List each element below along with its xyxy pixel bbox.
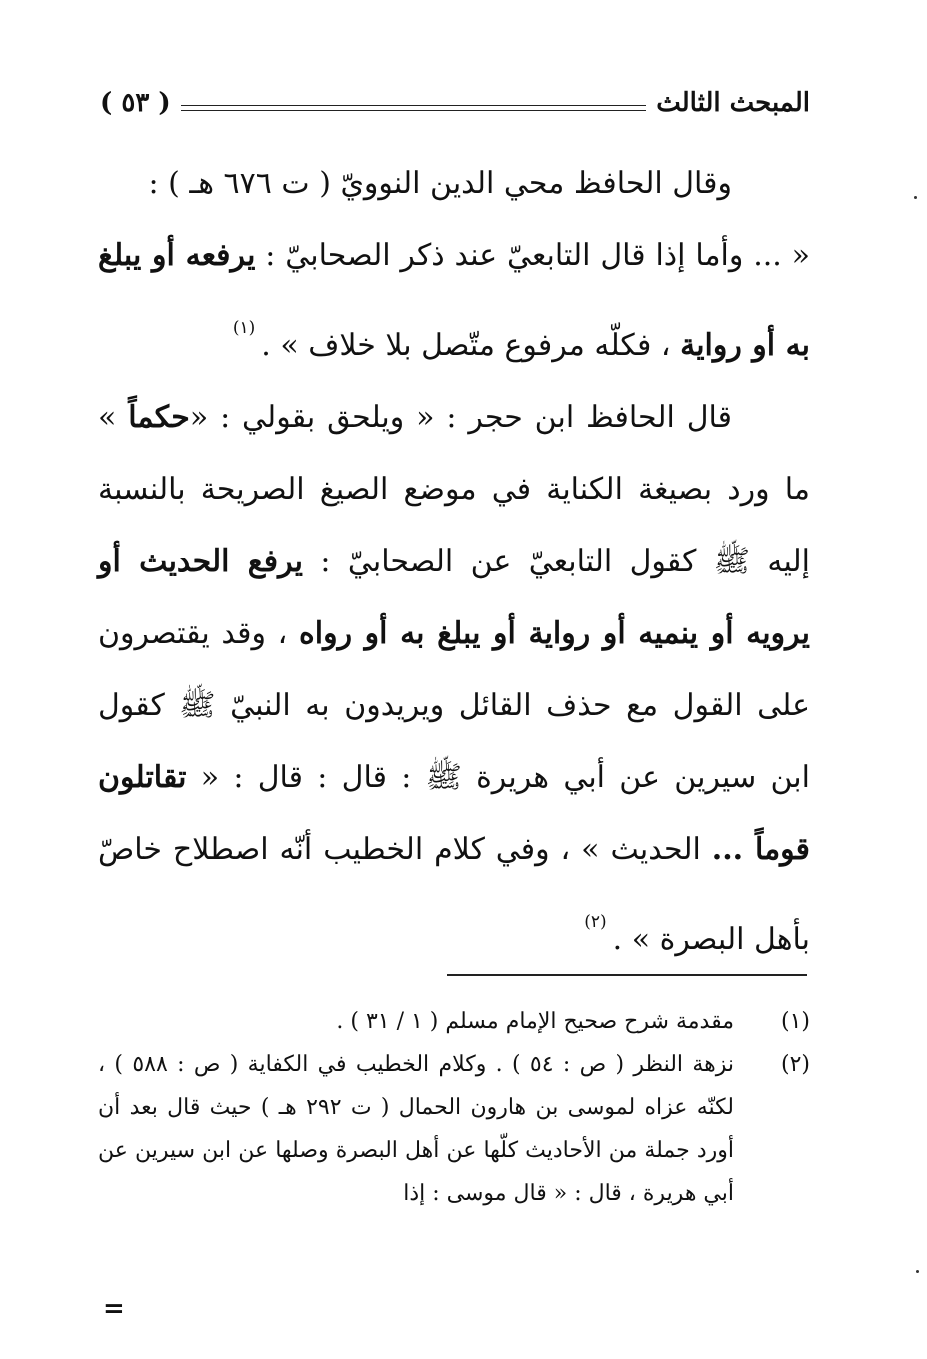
paragraph-text: » ما ورد بصيغة الكناية في موضع الصيغ الصريحة بالنسبة إليه ﷺ كقول التابعيّ عن الصحابيّ :	[98, 400, 810, 579]
running-header	[100, 78, 810, 128]
paragraph-nawawi-intro	[98, 148, 810, 220]
footnote-ref-1[interactable]: (١)	[232, 318, 256, 338]
paragraph-text: وقال الحافظ محي الدين النوويّ ( ت ٦٧٦ هـ ) :	[148, 166, 732, 201]
bold-phrase: يرفع الحديث أو يرويه أو ينميه أو رواية أو يبلغ به أو رواه	[98, 544, 811, 651]
page-number: ( ٥٣ )	[100, 88, 171, 118]
footnote-number: (٢)	[780, 1052, 810, 1077]
bold-phrase: حكماً	[128, 400, 190, 435]
paragraph-text: قال الحافظ ابن حجر : « ويلحق بقولي : «	[189, 400, 732, 435]
chapter-title: المبحث الثالث	[656, 88, 810, 118]
scan-speck	[914, 196, 917, 199]
footnote-1	[98, 1000, 810, 1043]
quote-text: ، فكلّه مرفوع متّصل بلا خلاف » .	[261, 328, 681, 363]
quote-text: « ... وأما إذا قال التابعيّ عند ذكر الصحابيّ :	[255, 238, 811, 273]
footnotes	[98, 1000, 810, 1215]
continuation-mark: =	[103, 1294, 125, 1324]
footnote-separator	[447, 974, 807, 976]
footnote-2	[98, 1043, 810, 1215]
paragraph-text: الحديث » ، وفي كلام الخطيب أنّه اصطلاح خاصّ بأهل البصرة » .	[98, 832, 810, 957]
header-rule	[181, 105, 647, 111]
bold-phrase: يرفعه أو يبلغ به أو رواية	[98, 238, 810, 363]
bold-phrase: تقاتلون قوماً ...	[98, 760, 811, 867]
main-text	[98, 148, 810, 976]
paragraph-text: ، وقد يقتصرون على القول مع حذف القائل ويريدون به النبيّ ﷺ كقول ابن سيرين عن أبي هريرة ﷺ : قال : قال : «	[98, 616, 810, 795]
footnote-ref-2[interactable]: (٢)	[584, 912, 607, 932]
paragraph-nawawi-quote	[98, 220, 810, 382]
scan-speck	[916, 1270, 919, 1273]
footnote-text: نزهة النظر ( ص : ٥٤ ) . وكلام الخطيب في الكفاية ( ص : ٥٨٨ ) ، لكنّه عزاه لموسى بن هارون الحمال ( ت ٢٩٢ هـ ) حيث قال بعد أن أورد جملة من الأحاديث كلّها عن أهل البصرة وصلها عن ابن سيرين عن أبي هريرة ، قال : « قال موسى : إذا	[98, 1052, 735, 1206]
paragraph-ibn-hajar	[98, 382, 810, 976]
footnote-number: (١)	[780, 1009, 810, 1034]
footnote-text: مقدمة شرح صحيح الإمام مسلم ( ١ / ٣١ ) .	[336, 1009, 734, 1034]
